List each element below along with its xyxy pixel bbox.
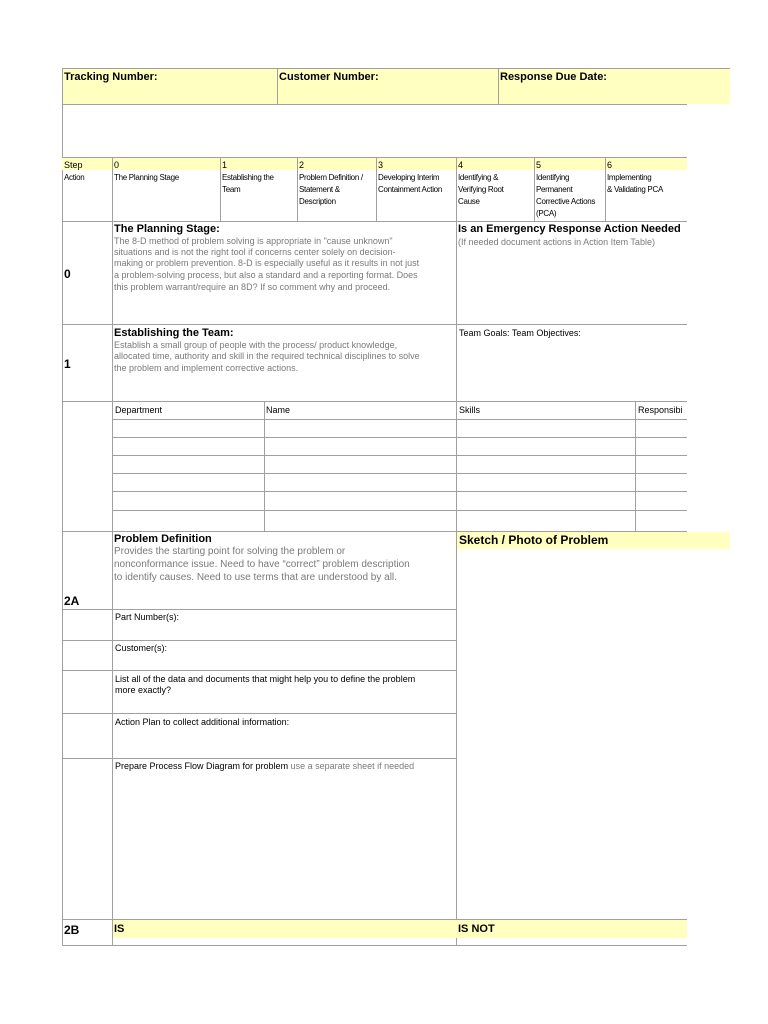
team-goals-label: Team Goals: Team Objectives: [459, 328, 581, 338]
establishing-team-text: Establish a small group of people with the process/ product knowledge, [114, 340, 398, 350]
planning-stage-text: this problem warrant/require an 8D? If so comment why and proceed. [114, 282, 391, 292]
header-band [62, 68, 730, 104]
step-action-text: Containment Action [378, 185, 442, 194]
flow-diagram-label[interactable]: Prepare Process Flow Diagram for problem use a separate sheet if needed [115, 761, 415, 771]
step-number: 5 [536, 160, 542, 170]
team-table-row[interactable] [113, 456, 687, 473]
planning-stage-text: making or problem prevention. 8-D is especially useful as it results in not just [114, 258, 420, 268]
problem-definition-text: Provides the starting point for solving the problem or [114, 546, 346, 557]
step-action-text: Implementing [607, 173, 652, 182]
emergency-response-note: (If needed document actions in Action Item Table) [458, 237, 655, 247]
step-number: 4 [458, 160, 464, 170]
response-due-date-label: Response Due Date: [500, 71, 607, 83]
step-number: 3 [378, 160, 384, 170]
row-number-1: 1 [64, 357, 71, 371]
step-number: 6 [607, 160, 613, 170]
establishing-team-text: allocated time, authority and skill in the required technical disciplines to solve [114, 351, 420, 361]
is-is-not-band [113, 920, 687, 938]
planning-stage-text: situations and is not the right tool if concerns center solely on decision- [114, 247, 396, 257]
establishing-team-title: Establishing the Team: [114, 327, 234, 339]
planning-stage-title: The Planning Stage: [114, 223, 220, 235]
step-action-text: Identifying [536, 173, 570, 182]
team-table-row[interactable] [113, 511, 687, 531]
tracking-number-label: Tracking Number: [64, 71, 158, 83]
step-action-text: Cause [458, 197, 480, 206]
planning-stage-text: The 8-D method of problem solving is appropriate in "cause unknown" [114, 236, 393, 246]
customer-number-label: Customer Number: [279, 71, 379, 83]
problem-definition-title: Problem Definition [114, 533, 212, 545]
sketch-photo-title: Sketch / Photo of Problem [459, 533, 609, 547]
data-documents-label[interactable]: more exactly? [115, 685, 172, 695]
team-column-skills: Skills [459, 405, 481, 415]
row-number-2a: 2A [64, 594, 80, 608]
step-action-text: Team [222, 185, 241, 194]
planning-stage-text: a problem-solving process, but also a standard and a reporting format. Does [114, 270, 418, 280]
action-plan-label[interactable]: Action Plan to collect additional information: [115, 717, 290, 727]
team-column-responsibility: Responsibi [638, 405, 683, 415]
customers-label[interactable]: Customer(s): [115, 643, 168, 653]
team-column-department: Department [115, 405, 163, 415]
problem-definition-text: to identify causes. Need to use terms that are understood by all. [114, 572, 397, 583]
step-number: 2 [299, 160, 305, 170]
step-action-text: Developing Interim [378, 173, 440, 182]
emergency-response-title: Is an Emergency Response Action Needed [458, 223, 681, 235]
step-label: Step [64, 160, 83, 170]
row-number-0: 0 [64, 267, 71, 281]
team-column-name: Name [266, 405, 291, 415]
step-number: 1 [222, 160, 228, 170]
step-action-text: & Validating PCA [607, 185, 663, 194]
problem-definition-text: nonconformance issue. Need to have “correct” problem description [114, 559, 410, 570]
row-number-2b: 2B [64, 923, 80, 937]
action-label: Action [64, 173, 85, 182]
data-documents-label[interactable]: List all of the data and documents that might help you to define the problem [115, 674, 416, 684]
step-action-text: Statement & [299, 185, 340, 194]
step-number: 0 [114, 160, 120, 170]
establishing-team-text: the problem and implement corrective actions. [114, 363, 299, 373]
team-table-row[interactable] [113, 492, 687, 510]
step-band [62, 157, 687, 170]
step-action-text: Corrective Actions [536, 197, 596, 206]
step-action-text: Verifying Root [458, 185, 504, 194]
step-action-text: The Planning Stage [114, 173, 179, 182]
step-action-text: Problem Definition / [299, 173, 363, 182]
team-table-row[interactable] [113, 474, 687, 491]
team-table-row[interactable] [113, 438, 687, 455]
step-action-text: Identifying & [458, 173, 499, 182]
is-label: IS [114, 923, 125, 935]
flow-diagram-note: use a separate sheet if needed [290, 761, 415, 771]
part-numbers-label[interactable]: Part Number(s): [115, 612, 180, 622]
is-not-label: IS NOT [458, 923, 495, 935]
step-action-text: (PCA) [536, 209, 557, 218]
team-table-row[interactable] [113, 420, 687, 437]
step-action-text: Establishing the [222, 173, 274, 182]
step-action-text: Permanent [536, 185, 573, 194]
step-action-text: Description [299, 197, 336, 206]
